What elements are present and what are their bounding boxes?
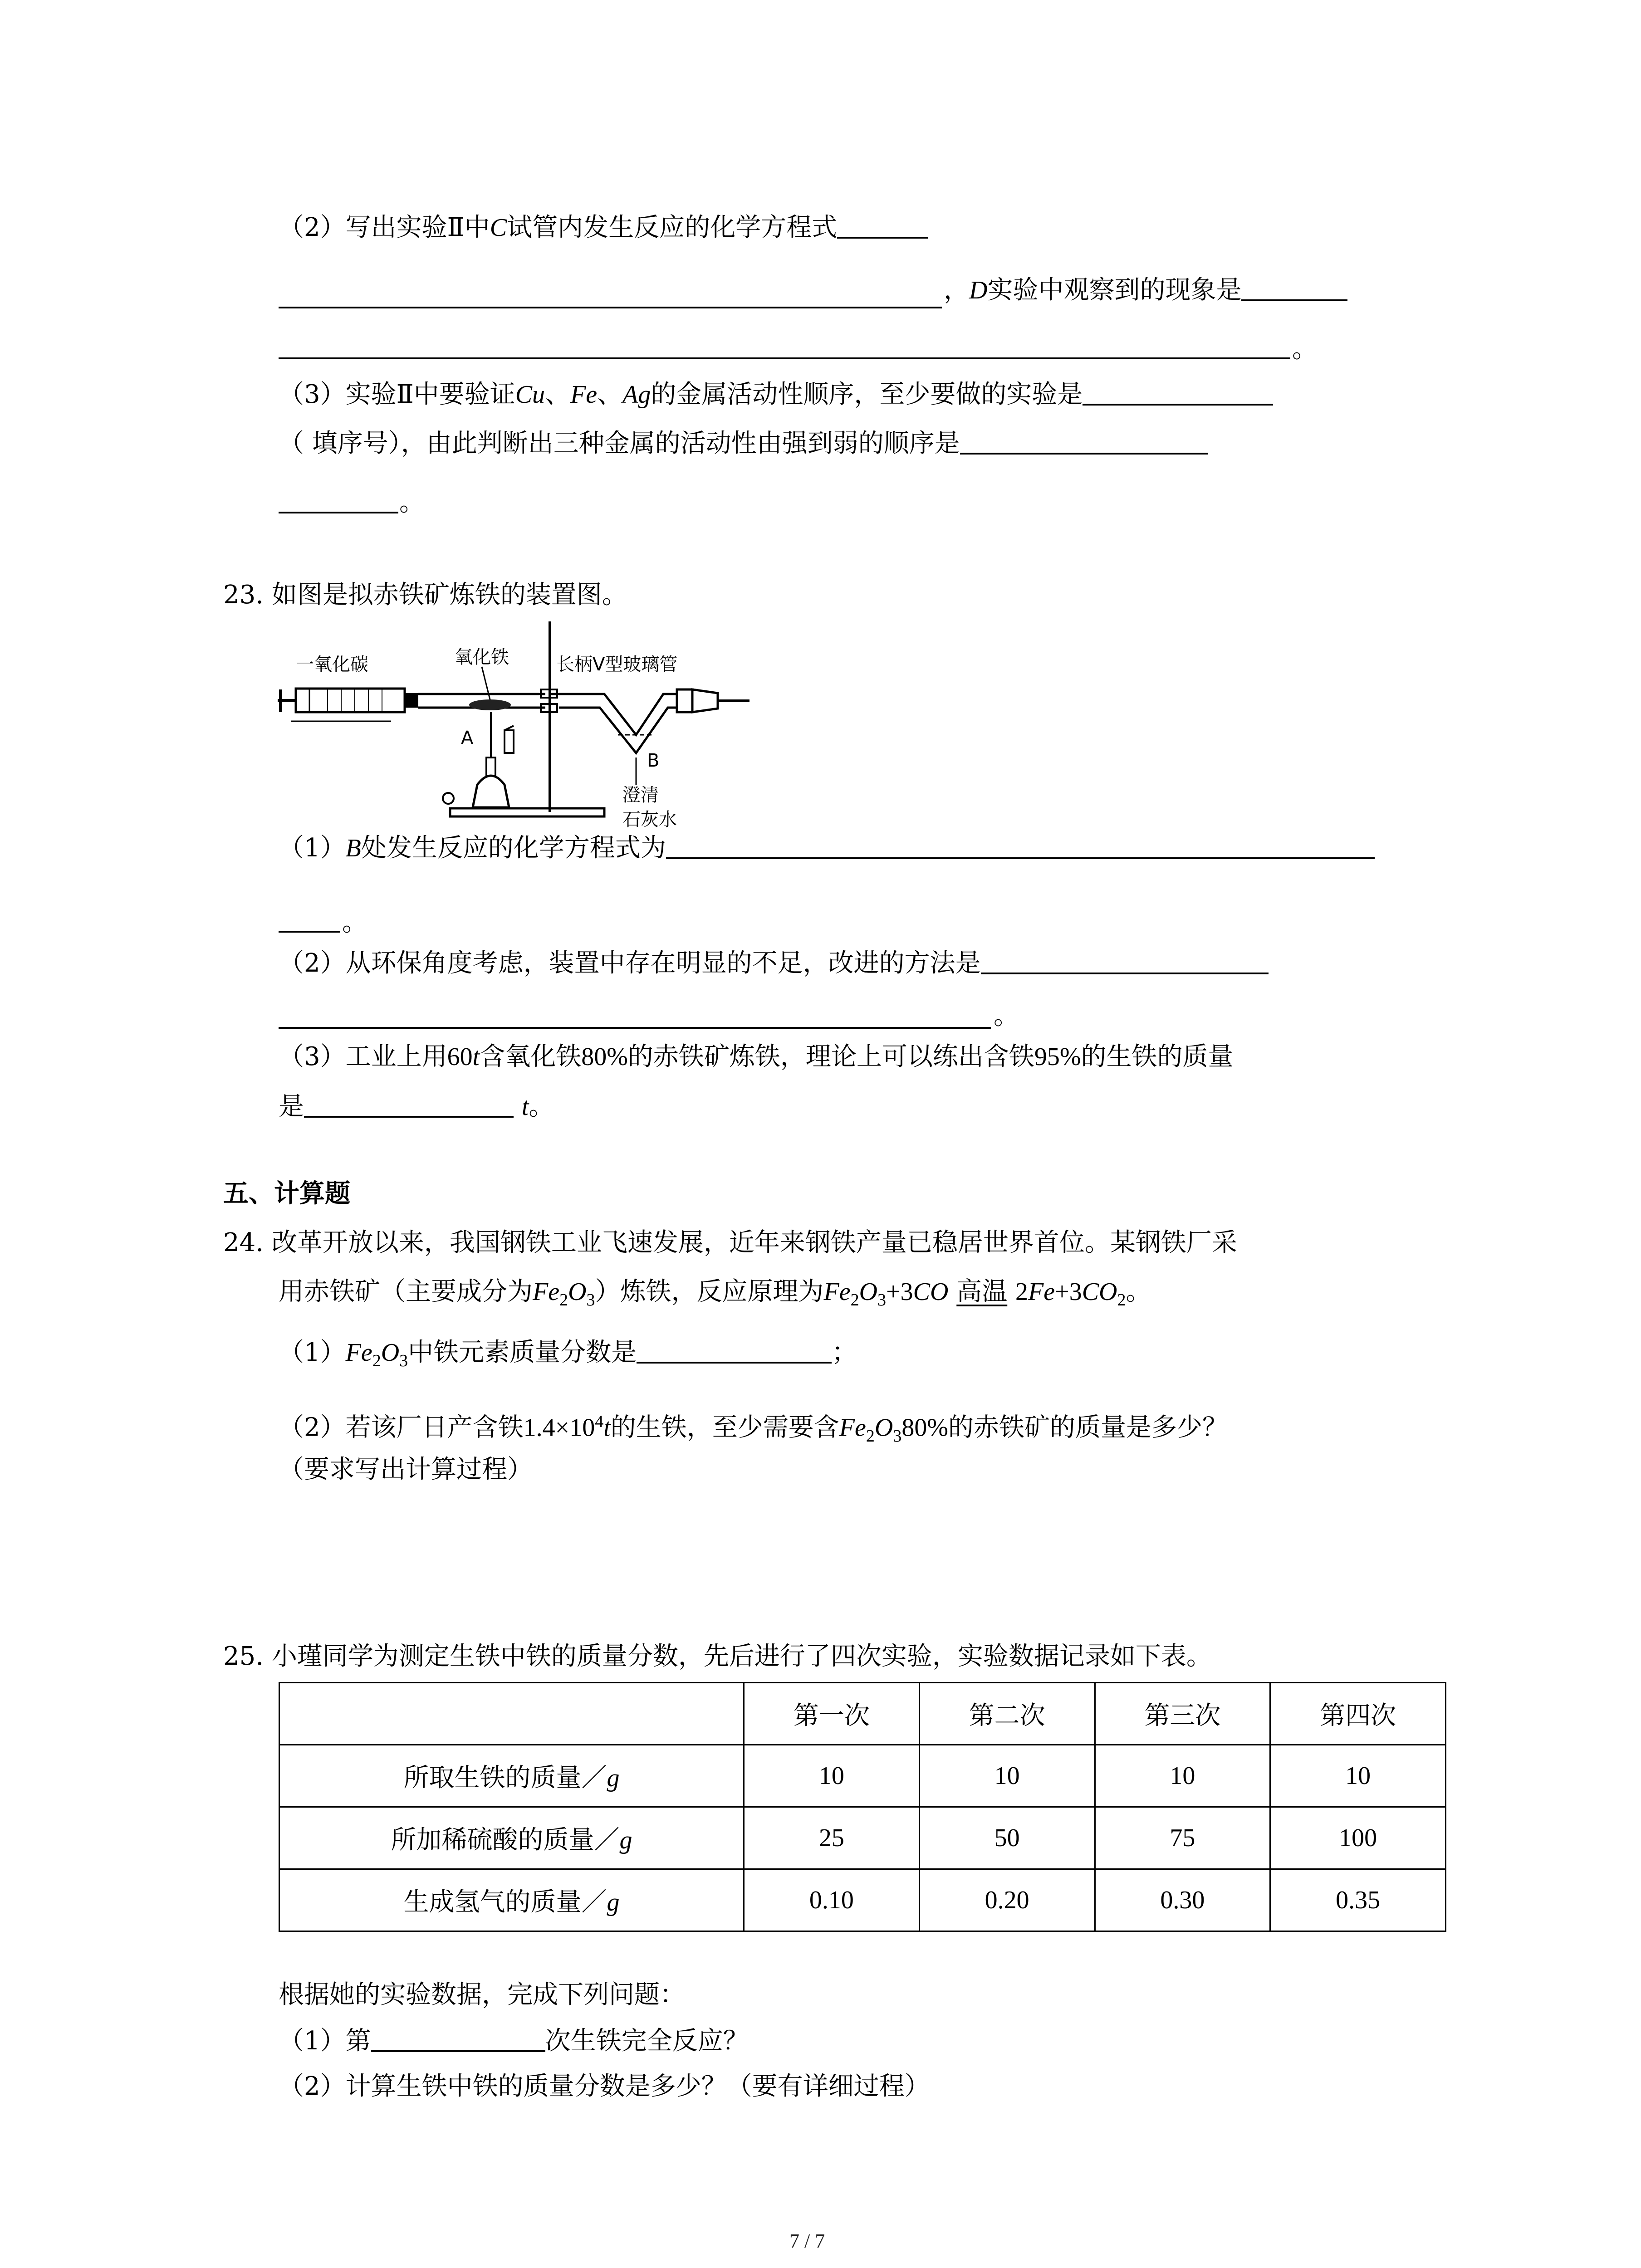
diagram-label-limewater-1: 澄清 — [622, 785, 659, 806]
table-row — [279, 1745, 1446, 1807]
table-header-cell — [279, 1683, 744, 1745]
q22-part3-line1: （3）实验Ⅱ中要验证Cu、Fe、Ag的金属活动性顺序，至少要做的实验是 — [279, 376, 1273, 413]
table-header-cell: 第四次 — [1270, 1683, 1446, 1745]
table-cell: 10 — [1095, 1745, 1270, 1807]
q24-part1: $(1)Fe_2O_3$中铁元素质量分数是 ； — [279, 1334, 857, 1379]
answer-blank[interactable] — [837, 211, 928, 239]
q24-part2: （2）若该厂日产含铁$1.4\times 10^4t$的生铁，至少需要含$Fe_2O_380\%$的赤铁矿的质量是多少？ — [279, 1412, 1228, 1446]
row-label: 生成氢气的质量／g — [279, 1869, 744, 1931]
table-cell: 10 — [919, 1745, 1095, 1807]
answer-blank[interactable] — [1083, 378, 1273, 406]
table-cell: 0.30 — [1095, 1869, 1270, 1931]
table-header-cell: 第一次 — [744, 1683, 920, 1745]
diagram-label-limewater-2: 石灰水 — [622, 809, 677, 830]
table-row — [279, 1869, 1446, 1931]
diagram-label-co: 一氧化碳 — [296, 654, 368, 675]
table-cell: 50 — [919, 1807, 1095, 1869]
table-header-row — [279, 1683, 1446, 1745]
q25-stem: 25. 小瑾同学为测定生铁中铁的质量分数，先后进行了四次实验，实验数据记录如下表。 — [223, 1642, 1212, 1671]
q22-part2-line2: ，D实验中观察到的现象是 — [944, 272, 1347, 308]
q25-part1: （1）第 次生铁完全反应？ — [279, 2023, 749, 2059]
q24-stem-line1: 24. 改革开放以来，我国钢铁工业飞速发展，近年来钢铁产量已稳居世界首位。某钢铁厂采 — [223, 1228, 1237, 1257]
answer-blank[interactable] — [981, 947, 1269, 974]
table-header-cell: 第三次 — [1095, 1683, 1270, 1745]
answer-blank[interactable] — [666, 832, 1375, 859]
diagram-label-vtube: 长柄Ⅴ型玻璃管 — [556, 654, 678, 675]
section-heading: 五、计算题 — [223, 1179, 350, 1208]
row-label: 所加稀硫酸的质量／g — [279, 1807, 744, 1869]
q24-part2-note: （要求写出计算过程） — [279, 1455, 533, 1484]
answer-blank[interactable] — [279, 357, 1290, 359]
q22-part2-line1: （2）写出实验Ⅱ中C试管内发生反应的化学方程式 — [279, 210, 928, 246]
experiment-data-table — [279, 1682, 1446, 1932]
table-cell: 10 — [1270, 1745, 1446, 1807]
reaction-condition: 高温 — [956, 1277, 1008, 1306]
q23-part1-line1: （1）B处发生反应的化学方程式为 — [279, 830, 1375, 866]
q23-part3-line1: （3）工业上用60t含氧化铁80%的赤铁矿炼铁，理论上可以练出含铁95%的生铁的质量 — [279, 1042, 1234, 1071]
q23-stem: 23. 如图是拟赤铁矿炼铁的装置图。 — [223, 580, 627, 610]
page-number: 7 / 7 — [789, 2230, 825, 2252]
table-cell: 100 — [1270, 1807, 1446, 1869]
period: 。 — [399, 488, 425, 517]
iron-oxide-powder — [469, 699, 511, 710]
q22-part3-line2: （ 填序号），由此判断出三种金属的活动性由强到弱的顺序是 — [279, 425, 1208, 462]
diagram-label-a: A — [461, 728, 474, 748]
table-cell: 0.20 — [919, 1869, 1095, 1931]
table-cell: 0.10 — [744, 1869, 920, 1931]
answer-blank[interactable] — [279, 512, 398, 513]
period: 。 — [1292, 334, 1318, 364]
table-cell: 25 — [744, 1807, 920, 1869]
answer-blank[interactable] — [371, 2025, 545, 2052]
table-header-cell: 第二次 — [919, 1683, 1095, 1745]
q24-stem-line2: 用赤铁矿（主要成分为$Fe_2O_3$）炼铁，反应原理为$Fe_2O_3+3CO$ 高温 $2Fe+3CO_2$。 — [279, 1277, 1151, 1310]
period: 。 — [994, 1001, 1019, 1031]
answer-blank[interactable] — [279, 931, 340, 933]
answer-blank[interactable] — [279, 307, 942, 308]
diagram-label-fe2o3: 氧化铁 — [455, 647, 509, 668]
diagram-label-b: B — [647, 750, 660, 771]
syringe — [296, 689, 405, 712]
q25-intro: 根据她的实验数据，完成下列问题： — [279, 1980, 685, 2009]
answer-blank[interactable] — [1241, 274, 1347, 301]
table-cell: 75 — [1095, 1807, 1270, 1869]
answer-blank[interactable] — [960, 427, 1208, 455]
iron-smelting-apparatus-diagram — [278, 621, 749, 831]
row-label: 所取生铁的质量／g — [279, 1745, 744, 1807]
table-cell: 0.35 — [1270, 1869, 1446, 1931]
answer-blank[interactable] — [637, 1336, 832, 1364]
table-cell: 10 — [744, 1745, 920, 1807]
q23-part3-line2: 是 t。 — [279, 1089, 554, 1125]
answer-blank[interactable] — [279, 1027, 991, 1029]
answer-blank[interactable] — [304, 1090, 514, 1118]
table-row — [279, 1807, 1446, 1869]
q23-part2-line1: （2）从环保角度考虑，装置中存在明显的不足，改进的方法是 — [279, 945, 1269, 982]
period: 。 — [342, 908, 367, 937]
q25-part2: （2）计算生铁中铁的质量分数是多少？（要有详细过程） — [279, 2072, 930, 2101]
